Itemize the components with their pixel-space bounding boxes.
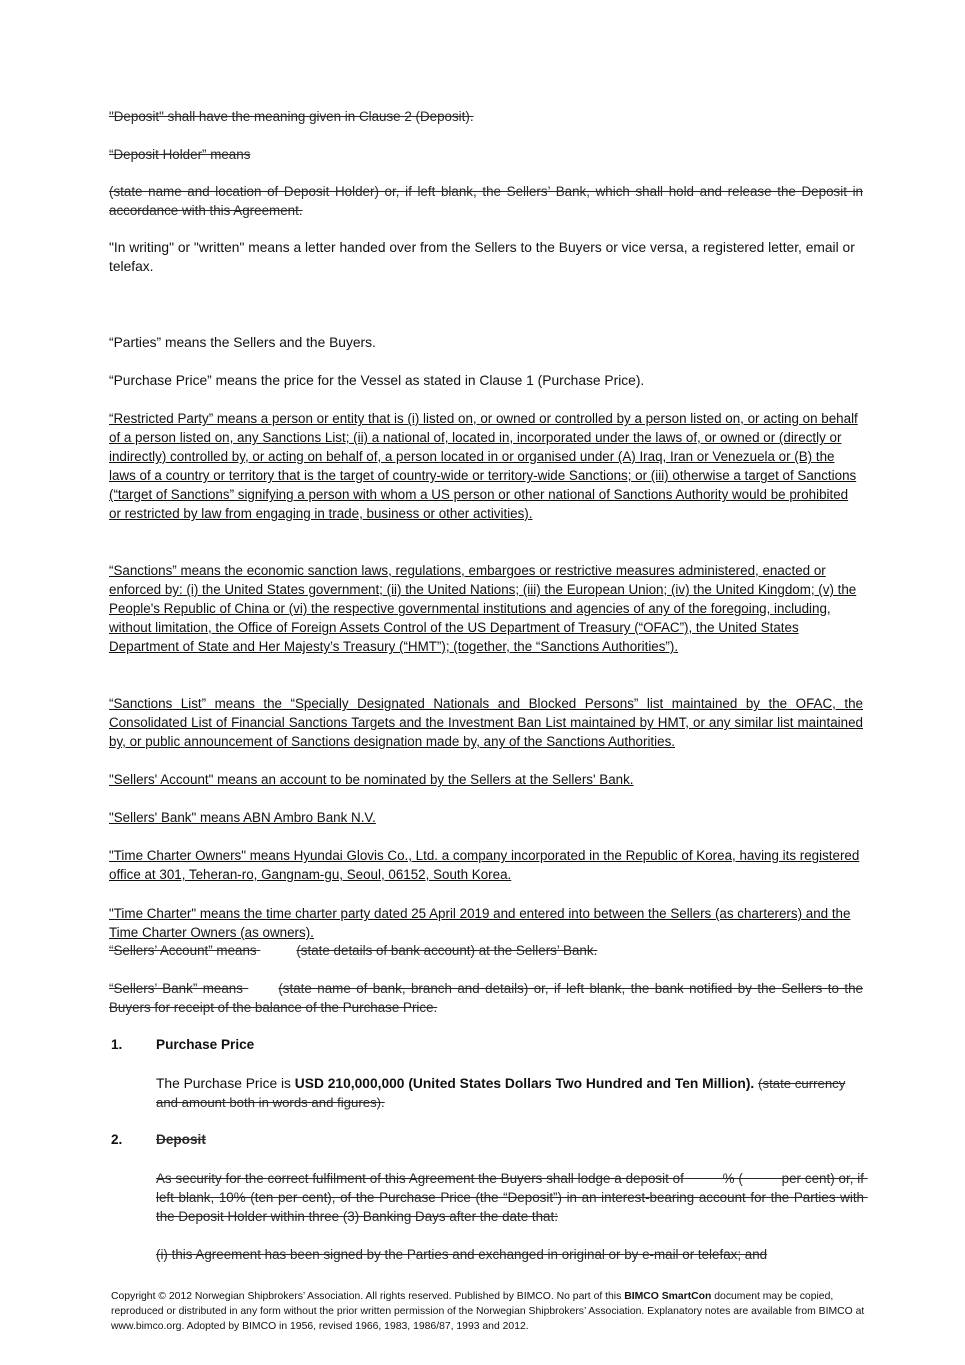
clause-2-text: As security for the correct fulfilment of this Agreement the Buyers shall lodge a deposit of % ( per cent) or, if left blank, 10% (ten per cent), of the Purchase Price (the “Deposit”) in an interest-bearing account for the Parties with the Deposit Holder within three (3) Banking Days after the date that: xyxy=(156,1171,868,1224)
copyright-footer xyxy=(111,1289,865,1334)
footer-text-a: Copyright © 2012 Norwegian Shipbrokers’ Association. All rights reserved. Published by BIMCO. No part of this xyxy=(111,1291,625,1302)
sanctions-definition: “Sanctions” means the economic sanction laws, regulations, embargoes or restrictive measures administered, enacted or enforced by: (i) the United States government; (ii) the United Nations; (iii) the European Union; (iv) the United Kingdom; (v) the People's Republic of China or (vi) the respective governmental institutions and agencies of any of the foregoing, including, without limitation, the Office of Foreign Assets Control of the US Department of Treasury (“OFAC”), the United States Department of State and Her Majesty’s Treasury (“HMT”); (together, the “Sanctions Authorities”). xyxy=(109,563,857,654)
clause-1-text-intro: The Purchase Price is xyxy=(156,1076,295,1091)
clause-2-item-i: (i) this Agreement has been signed by the Parties and exchanged in original or by e-mail or telefax; and xyxy=(156,1247,768,1262)
footer-brand: BIMCO SmartCon xyxy=(624,1291,712,1302)
clause-2-title: Deposit xyxy=(156,1132,206,1147)
clause-1-text xyxy=(156,1074,864,1112)
clause-2-number: 2. xyxy=(111,1132,123,1147)
purchase-price-definition: “Purchase Price” means the price for the Vessel as stated in Clause 1 (Purchase Price). xyxy=(109,373,645,388)
sellers-bank-definition: "Sellers' Bank" means ABN Ambro Bank N.V. xyxy=(109,810,376,825)
clause-1-amount: USD 210,000,000 (United States Dollars Two Hundred and Ten Million). xyxy=(294,1076,755,1091)
footer-text-b: document may be copied, reproduced or distributed in any form without the prior written permission of the Norwegian Shipbrokers’ Association. Explanatory notes are available from BIMCO at www.bimco.org. Adopted by BIMCO in 1956, revised 1966, 1983, 1986/87, 1993 and 2012. xyxy=(111,1291,865,1332)
clause-1-title: Purchase Price xyxy=(156,1037,255,1052)
sellers-account-old-detail: (state details of bank account) at the Sellers’ Bank. xyxy=(296,943,598,958)
time-charter-owners-definition: "Time Charter Owners" means Hyundai Glovis Co., Ltd. a company incorporated in the Republic of Korea, having its registered office at 301, Teheran-ro, Gangnam-gu, Seoul, 06152, South Korea. xyxy=(109,848,860,882)
sellers-account-definition: "Sellers' Account" means an account to be nominated by the Sellers at the Sellers' Bank. xyxy=(109,772,634,787)
sellers-account-old xyxy=(109,941,863,960)
parties-definition: “Parties” means the Sellers and the Buyers. xyxy=(109,335,376,350)
in-writing-definition: "In writing" or "written" means a letter handed over from the Sellers to the Buyers or vice versa, a registered letter, email or telefax. xyxy=(109,240,855,274)
sellers-bank-old-detail: (state name of bank, branch and details) or, if left blank, the bank notified by the Sellers to the Buyers for receipt of the balance of the Purchase Price. xyxy=(109,981,863,1015)
clause-1-struck: (state currency and amount both in words and figures). xyxy=(156,1076,846,1110)
restricted-party-definition: “Restricted Party” means a person or entity that is (i) listed on, or owned or controlled by a person listed on, or acting on behalf of a person listed on, any Sanctions List; (ii) a national of, located in, incorporated under the laws of, or owned or (directly or indirectly) controlled by, or acting on behalf of, a person located in or organised under (A) Iraq, Iran or Venezuela or (B) the laws of a country or territory that is the target of country-wide or territory-wide Sanctions; or (iii) otherwise a target of Sanctions (“target of Sanctions” signifying a person with whom a US person or other national of Sanctions Authority would be prohibited or restricted by law from engaging in trade, business or other activities). xyxy=(109,411,858,521)
sanctions-list-definition: “Sanctions List” means the “Specially Designated Nationals and Blocked Persons” list maintained by the OFAC, the Consolidated List of Financial Sanctions Targets and the Investment Ban List maintained by HMT, or any similar list maintained by, or public announcement of Sanctions designation made by, any of the Sanctions Authorities. xyxy=(109,696,863,749)
time-charter-definition: "Time Charter" means the time charter party dated 25 April 2019 and entered into between the Sellers (as charterers) and the Time Charter Owners (as owners). xyxy=(109,906,851,940)
sellers-account-old-label: “Sellers’ Account” means xyxy=(109,943,257,958)
clause-1-number: 1. xyxy=(111,1037,123,1052)
sellers-bank-old-label: “Sellers’ Bank” means xyxy=(109,981,243,996)
deposit-definition: "Deposit" shall have the meaning given in Clause 2 (Deposit). xyxy=(109,109,474,124)
deposit-holder-detail: (state name and location of Deposit Holder) or, if left blank, the Sellers’ Bank, which shall hold and release the Deposit in accordance with this Agreement. xyxy=(109,184,863,218)
sellers-bank-old xyxy=(109,979,863,1017)
deposit-holder-definition: “Deposit Holder” means xyxy=(109,147,251,162)
